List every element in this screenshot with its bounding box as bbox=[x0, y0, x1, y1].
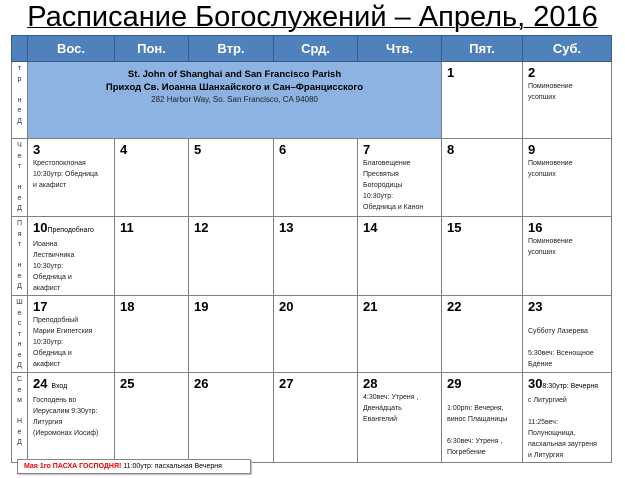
week-label-letter: е bbox=[17, 351, 22, 359]
week-label-letter: н bbox=[17, 262, 22, 269]
day-cell bbox=[115, 296, 189, 373]
parish-name-ru: Приход Св. Иоанна Шанхайского и Сан–Францисского bbox=[105, 82, 364, 93]
week-label-letter bbox=[12, 173, 27, 184]
day-number-text: 30 bbox=[528, 376, 543, 391]
day-events: Преподобный Марии Египетския 10:30утр: Обедница и акафист bbox=[33, 317, 93, 368]
week-label-letter: Н bbox=[16, 418, 23, 425]
day-number bbox=[115, 296, 188, 314]
day-number-text: 27 bbox=[279, 376, 294, 391]
day-cell bbox=[274, 139, 358, 217]
week-label-letter: П bbox=[16, 220, 23, 227]
day-number-text: 24 bbox=[33, 376, 48, 391]
day-event-inline: Преподобнаго bbox=[47, 227, 94, 234]
day-number bbox=[189, 139, 273, 157]
easter-footnote bbox=[17, 459, 251, 474]
week-label-letter bbox=[12, 251, 27, 262]
week-label-letter: е bbox=[17, 428, 22, 436]
day-cell bbox=[115, 139, 189, 217]
week-label bbox=[12, 217, 28, 296]
parish-banner bbox=[28, 62, 442, 139]
week-label-letter: н bbox=[17, 341, 22, 348]
day-number-text: 16 bbox=[528, 220, 543, 235]
day-cell bbox=[189, 217, 274, 296]
day-events: 1:00pm: Вечерня, винос Плащаницы 6:30веч: Утреня , Погребение bbox=[447, 405, 508, 456]
week-label-letter bbox=[12, 407, 27, 418]
day-cell bbox=[358, 296, 442, 373]
week-label-letter: р bbox=[17, 75, 22, 83]
day-number-text: 28 bbox=[363, 376, 378, 391]
week-label-letter: е bbox=[17, 272, 22, 280]
day-header: Втр. bbox=[189, 36, 274, 62]
day-number bbox=[28, 296, 114, 314]
week-label-letter: Д bbox=[17, 205, 22, 212]
week-label-letter: Д bbox=[17, 283, 22, 290]
day-number-text: 26 bbox=[194, 376, 209, 391]
day-cell bbox=[274, 373, 358, 463]
day-number-text: 13 bbox=[279, 220, 294, 235]
day-number bbox=[28, 373, 114, 394]
day-number bbox=[523, 373, 611, 394]
week-row bbox=[12, 296, 612, 373]
day-events: Субботу Лазерева 5:30веч: Всенощное Бдение bbox=[528, 328, 594, 368]
day-events: Иоанна Лествичника 10:30утр: Обедница и акафист bbox=[33, 241, 75, 292]
day-number-text: 8 bbox=[447, 142, 455, 157]
week-label-letter: С bbox=[16, 376, 23, 383]
day-cell bbox=[115, 217, 189, 296]
week-label-letter: т bbox=[17, 330, 22, 338]
week-row bbox=[12, 217, 612, 296]
day-event-inline: Вход bbox=[47, 383, 68, 390]
day-cell bbox=[442, 217, 523, 296]
day-number-text: 22 bbox=[447, 299, 462, 314]
day-cell bbox=[523, 217, 612, 296]
day-cell bbox=[358, 217, 442, 296]
day-cell bbox=[442, 62, 523, 139]
day-number-text: 9 bbox=[528, 142, 536, 157]
footnote-highlight: ПАСХА ГОСПОДНЯ! bbox=[52, 463, 122, 470]
day-cell bbox=[28, 139, 115, 217]
day-cell bbox=[442, 373, 523, 463]
day-number-text: 21 bbox=[363, 299, 378, 314]
week-label-letter: Ч bbox=[17, 142, 22, 149]
calendar-table bbox=[11, 35, 612, 463]
day-header: Пят. bbox=[442, 36, 523, 62]
day-number-text: 18 bbox=[120, 299, 135, 314]
week-label-letter: т bbox=[17, 65, 22, 72]
day-events: Поминовение усопших bbox=[528, 83, 573, 101]
day-number-text: 5 bbox=[194, 142, 202, 157]
day-number-text: 6 bbox=[279, 142, 287, 157]
week-label-letter: е bbox=[17, 194, 22, 202]
day-number bbox=[523, 62, 611, 80]
week-label-letter: е bbox=[17, 107, 22, 114]
day-number bbox=[442, 62, 522, 80]
day-number bbox=[358, 296, 441, 314]
week-label-letter: Д bbox=[17, 362, 22, 369]
week-label bbox=[12, 62, 28, 139]
day-number bbox=[189, 296, 273, 314]
day-number-text: 12 bbox=[194, 220, 209, 235]
day-number-text: 15 bbox=[447, 220, 462, 235]
day-cell bbox=[442, 296, 523, 373]
day-events: Господень во Иерусалим 9:30утр: Литургия (Иеромонах Иосиф) bbox=[33, 397, 99, 437]
week-row bbox=[12, 62, 612, 139]
day-events: 4:30веч: Утреня , Двенáдцать Евангелий bbox=[363, 394, 419, 423]
day-number-text: 14 bbox=[363, 220, 378, 235]
day-cell bbox=[28, 296, 115, 373]
day-cell bbox=[189, 296, 274, 373]
day-number-text: 29 bbox=[447, 376, 462, 391]
day-number bbox=[189, 217, 273, 235]
day-number bbox=[442, 139, 522, 157]
week-label bbox=[12, 373, 28, 463]
day-number-text: 11 bbox=[120, 220, 134, 235]
week-label-letter bbox=[12, 85, 27, 96]
day-number-text: 10 bbox=[33, 220, 48, 235]
day-number bbox=[115, 373, 188, 391]
day-header: Суб. bbox=[523, 36, 612, 62]
week-label-letter: Д bbox=[17, 117, 22, 125]
day-number-text: 25 bbox=[120, 376, 135, 391]
day-cell bbox=[189, 139, 274, 217]
day-number bbox=[274, 373, 357, 391]
day-cell bbox=[523, 62, 612, 139]
day-header: Чтв. bbox=[358, 36, 442, 62]
day-number-text: 19 bbox=[194, 299, 209, 314]
day-events: Благовещение Пресвятыя Богородицы 10:30утр: Обедница и Канон bbox=[363, 160, 424, 211]
day-number-text: 4 bbox=[120, 142, 128, 157]
footnote-date: Мая 1го bbox=[24, 463, 51, 470]
day-number bbox=[523, 217, 611, 235]
day-number-text: 17 bbox=[33, 299, 48, 314]
day-number bbox=[274, 139, 357, 157]
day-cell bbox=[523, 296, 612, 373]
day-number-text: 20 bbox=[279, 299, 294, 314]
day-cell bbox=[28, 217, 115, 296]
day-header: Срд. bbox=[274, 36, 358, 62]
day-number bbox=[274, 296, 357, 314]
week-label-letter: м bbox=[17, 397, 22, 404]
corner-cell bbox=[12, 36, 28, 62]
day-cell bbox=[523, 373, 612, 463]
day-number bbox=[358, 217, 441, 235]
day-number bbox=[28, 139, 114, 157]
day-event-inline: 8:30утр: Вечерня bbox=[542, 383, 599, 390]
week-label-letter: н bbox=[17, 184, 22, 191]
weekday-header-row bbox=[12, 36, 612, 62]
week-label-letter: Ш bbox=[16, 299, 23, 306]
day-number bbox=[115, 139, 188, 157]
day-number-text: 7 bbox=[363, 142, 371, 157]
day-number bbox=[189, 373, 273, 391]
day-number bbox=[28, 217, 114, 238]
day-cell bbox=[189, 373, 274, 463]
day-number-text: 2 bbox=[528, 65, 536, 80]
day-cell bbox=[274, 296, 358, 373]
week-label-letter: Д bbox=[17, 439, 22, 446]
week-label-letter: т bbox=[17, 163, 22, 170]
page-title: Расписание Богослужений – Апрель, 2016 bbox=[27, 1, 598, 33]
week-row bbox=[12, 373, 612, 463]
week-row bbox=[12, 139, 612, 217]
day-events: Поминовение усопших bbox=[528, 238, 573, 256]
week-label-letter: с bbox=[17, 320, 22, 327]
day-number bbox=[115, 217, 188, 235]
week-label-letter: е bbox=[17, 386, 22, 394]
footnote-text: 11:00утр: пасхальная Вечерня bbox=[123, 463, 222, 470]
week-label bbox=[12, 139, 28, 217]
day-cell bbox=[115, 373, 189, 463]
week-label-letter: т bbox=[17, 241, 22, 248]
week-label-letter: я bbox=[17, 230, 22, 238]
day-header: Вос. bbox=[28, 36, 115, 62]
day-number bbox=[442, 296, 522, 314]
week-label-letter: е bbox=[17, 152, 22, 160]
day-number bbox=[442, 217, 522, 235]
day-number-text: 3 bbox=[33, 142, 41, 157]
week-label-letter: н bbox=[17, 96, 22, 104]
day-number bbox=[274, 217, 357, 235]
week-label bbox=[12, 296, 28, 373]
day-cell bbox=[358, 139, 442, 217]
day-number bbox=[523, 139, 611, 157]
day-events: Крестопоклоная 10:30утр: Обедница и акафист bbox=[33, 160, 98, 189]
day-cell bbox=[523, 139, 612, 217]
day-number-text: 23 bbox=[528, 299, 543, 314]
parish-name-en: St. John of Shanghai and San Francisco Parish bbox=[127, 69, 342, 80]
day-cell bbox=[442, 139, 523, 217]
day-events: с Литургией 11:25веч: Полунощница, пасхальная заутреня и Литургия bbox=[528, 397, 597, 459]
day-number bbox=[358, 139, 441, 157]
day-header: Пон. bbox=[115, 36, 189, 62]
day-events: Поминовение усопших bbox=[528, 160, 573, 178]
day-number-text: 1 bbox=[447, 65, 455, 80]
day-number bbox=[523, 296, 611, 314]
day-cell bbox=[358, 373, 442, 463]
day-cell bbox=[274, 217, 358, 296]
parish-address: 282 Harbor Way, So. San Francisco, CA 94080 bbox=[151, 95, 318, 104]
day-number bbox=[442, 373, 522, 391]
day-cell bbox=[28, 373, 115, 463]
day-number bbox=[358, 373, 441, 391]
week-label-letter: е bbox=[17, 309, 22, 317]
